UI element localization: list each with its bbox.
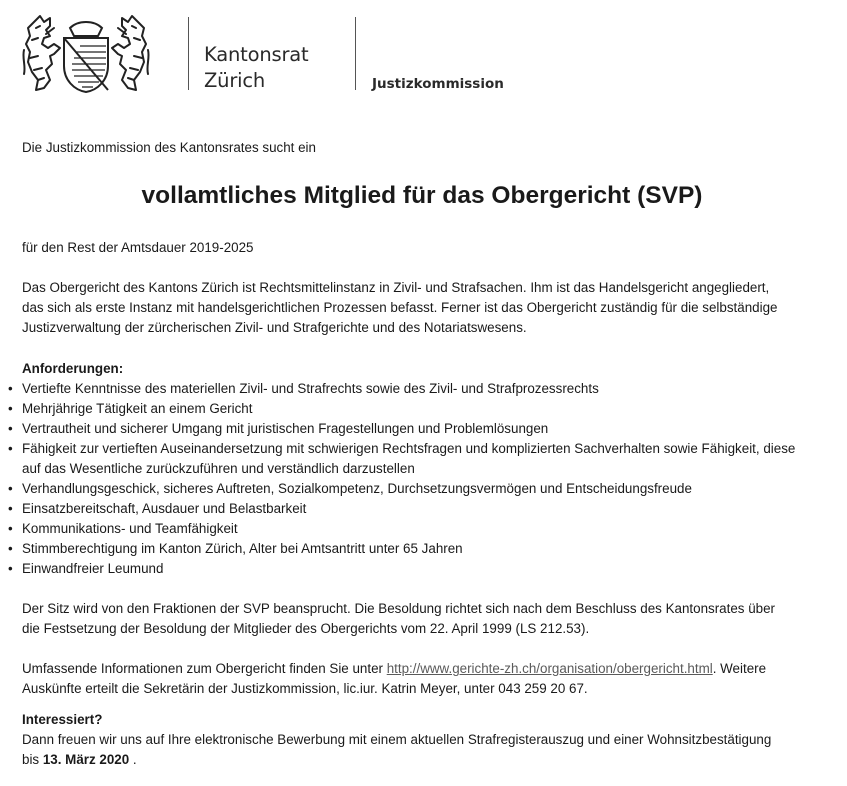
page-title: vollamtliches Mitglied für das Obergericht (SVP) bbox=[141, 182, 703, 209]
list-item bbox=[0, 499, 812, 519]
application-paragraph bbox=[22, 730, 822, 770]
department-name: Justizkommission bbox=[372, 76, 504, 92]
apply-line bbox=[22, 750, 822, 770]
info-line: Auskünfte erteilt die Sekretärin der Justizkommission, lic.iur. Katrin Meyer, unter 043 259 20 67. bbox=[22, 681, 588, 696]
description-line: Das Obergericht des Kantons Zürich ist Rechtsmittelinstanz in Zivil- und Strafsachen. Ihm ist das Handelsgericht angegliedert, bbox=[22, 280, 770, 295]
info-suffix: . Weitere bbox=[712, 661, 767, 676]
requirement-text: Fähigkeit zur vertieften Auseinandersetzung mit schwierigen Rechtsfragen und komplizierten Sachverhalten sowie Fähigkeit, diese auf das Wesentliche zurückzuführen und verständlich darzustellen bbox=[22, 441, 796, 476]
requirement-text: Stimmberechtigung im Kanton Zürich, Alter bei Amtsantritt unter 65 Jahren bbox=[22, 541, 463, 556]
bullet-icon: • bbox=[8, 381, 13, 396]
seat-paragraph bbox=[22, 599, 822, 639]
bullet-icon: • bbox=[8, 401, 13, 416]
list-item bbox=[0, 439, 812, 479]
requirement-text: Einsatzbereitschaft, Ausdauer und Belastbarkeit bbox=[22, 501, 307, 516]
list-item bbox=[0, 559, 812, 579]
intro-text: Die Justizkommission des Kantonsrates sucht ein bbox=[22, 140, 316, 155]
application-deadline: 13. März 2020 bbox=[42, 752, 130, 767]
obergericht-link[interactable]: http://www.gerichte-zh.ch/organisation/obergericht.html bbox=[386, 661, 713, 676]
bullet-icon: • bbox=[8, 521, 13, 536]
requirement-text: Vertrautheit und sicherer Umgang mit juristischen Fragestellungen und Problemlösungen bbox=[22, 421, 549, 436]
requirement-text: Verhandlungsgeschick, sicheres Auftreten, Sozialkompetenz, Durchsetzungsvermögen und Entscheidungsfreude bbox=[22, 481, 692, 496]
requirement-text: Vertiefte Kenntnisse des materiellen Zivil- und Strafrechts sowie des Zivil- und Strafprozessrechts bbox=[22, 381, 599, 396]
seat-line: Der Sitz wird von den Fraktionen der SVP beansprucht. Die Besoldung richtet sich nach dem Beschluss des Kantonsrates über bbox=[22, 601, 776, 616]
list-item bbox=[0, 479, 812, 499]
description-line: das sich als erste Instanz mit handelsgerichtlichen Prozessen befasst. Ferner ist das Obergericht zuständig für die selbständige bbox=[22, 300, 778, 315]
interested-heading: Interessiert? bbox=[22, 712, 103, 727]
requirements-list bbox=[0, 379, 812, 579]
bullet-icon: • bbox=[8, 541, 13, 556]
apply-prefix: bis bbox=[22, 752, 43, 767]
requirements-heading: Anforderungen: bbox=[22, 361, 124, 376]
canton-zurich-coat-of-arms-logo bbox=[20, 14, 152, 94]
info-line bbox=[22, 659, 822, 679]
letterhead bbox=[0, 0, 847, 110]
apply-line: Dann freuen wir uns auf Ihre elektronische Bewerbung mit einem aktuellen Strafregisterauszug und einer Wohnsitzbestätigung bbox=[22, 732, 772, 747]
list-item bbox=[0, 519, 812, 539]
bullet-icon: • bbox=[8, 441, 13, 456]
bullet-icon: • bbox=[8, 561, 13, 576]
description-line: Justizverwaltung der zürcherischen Zivil- und Strafgerichte und des Notariatswesens. bbox=[22, 320, 527, 335]
header-divider bbox=[188, 17, 189, 90]
requirement-text: Einwandfreier Leumund bbox=[22, 561, 164, 576]
organization-name bbox=[204, 42, 308, 94]
org-line-2: Zürich bbox=[204, 69, 266, 92]
description-paragraph bbox=[22, 278, 822, 338]
term-text: für den Rest der Amtsdauer 2019-2025 bbox=[22, 240, 254, 255]
list-item bbox=[0, 419, 812, 439]
requirement-text: Kommunikations- und Teamfähigkeit bbox=[22, 521, 238, 536]
org-line-1: Kantonsrat bbox=[204, 43, 309, 66]
apply-suffix: . bbox=[129, 752, 137, 767]
info-paragraph bbox=[22, 659, 822, 699]
seat-line: die Festsetzung der Besoldung der Mitglieder des Obergerichts vom 22. April 1999 (LS 212.53). bbox=[22, 621, 590, 636]
info-prefix: Umfassende Informationen zum Obergericht finden Sie unter bbox=[22, 661, 387, 676]
bullet-icon: • bbox=[8, 501, 13, 516]
header-divider bbox=[355, 17, 356, 90]
bullet-icon: • bbox=[8, 481, 13, 496]
list-item bbox=[0, 539, 812, 559]
list-item bbox=[0, 399, 812, 419]
requirement-text: Mehrjährige Tätigkeit an einem Gericht bbox=[22, 401, 253, 416]
list-item bbox=[0, 379, 812, 399]
bullet-icon: • bbox=[8, 421, 13, 436]
